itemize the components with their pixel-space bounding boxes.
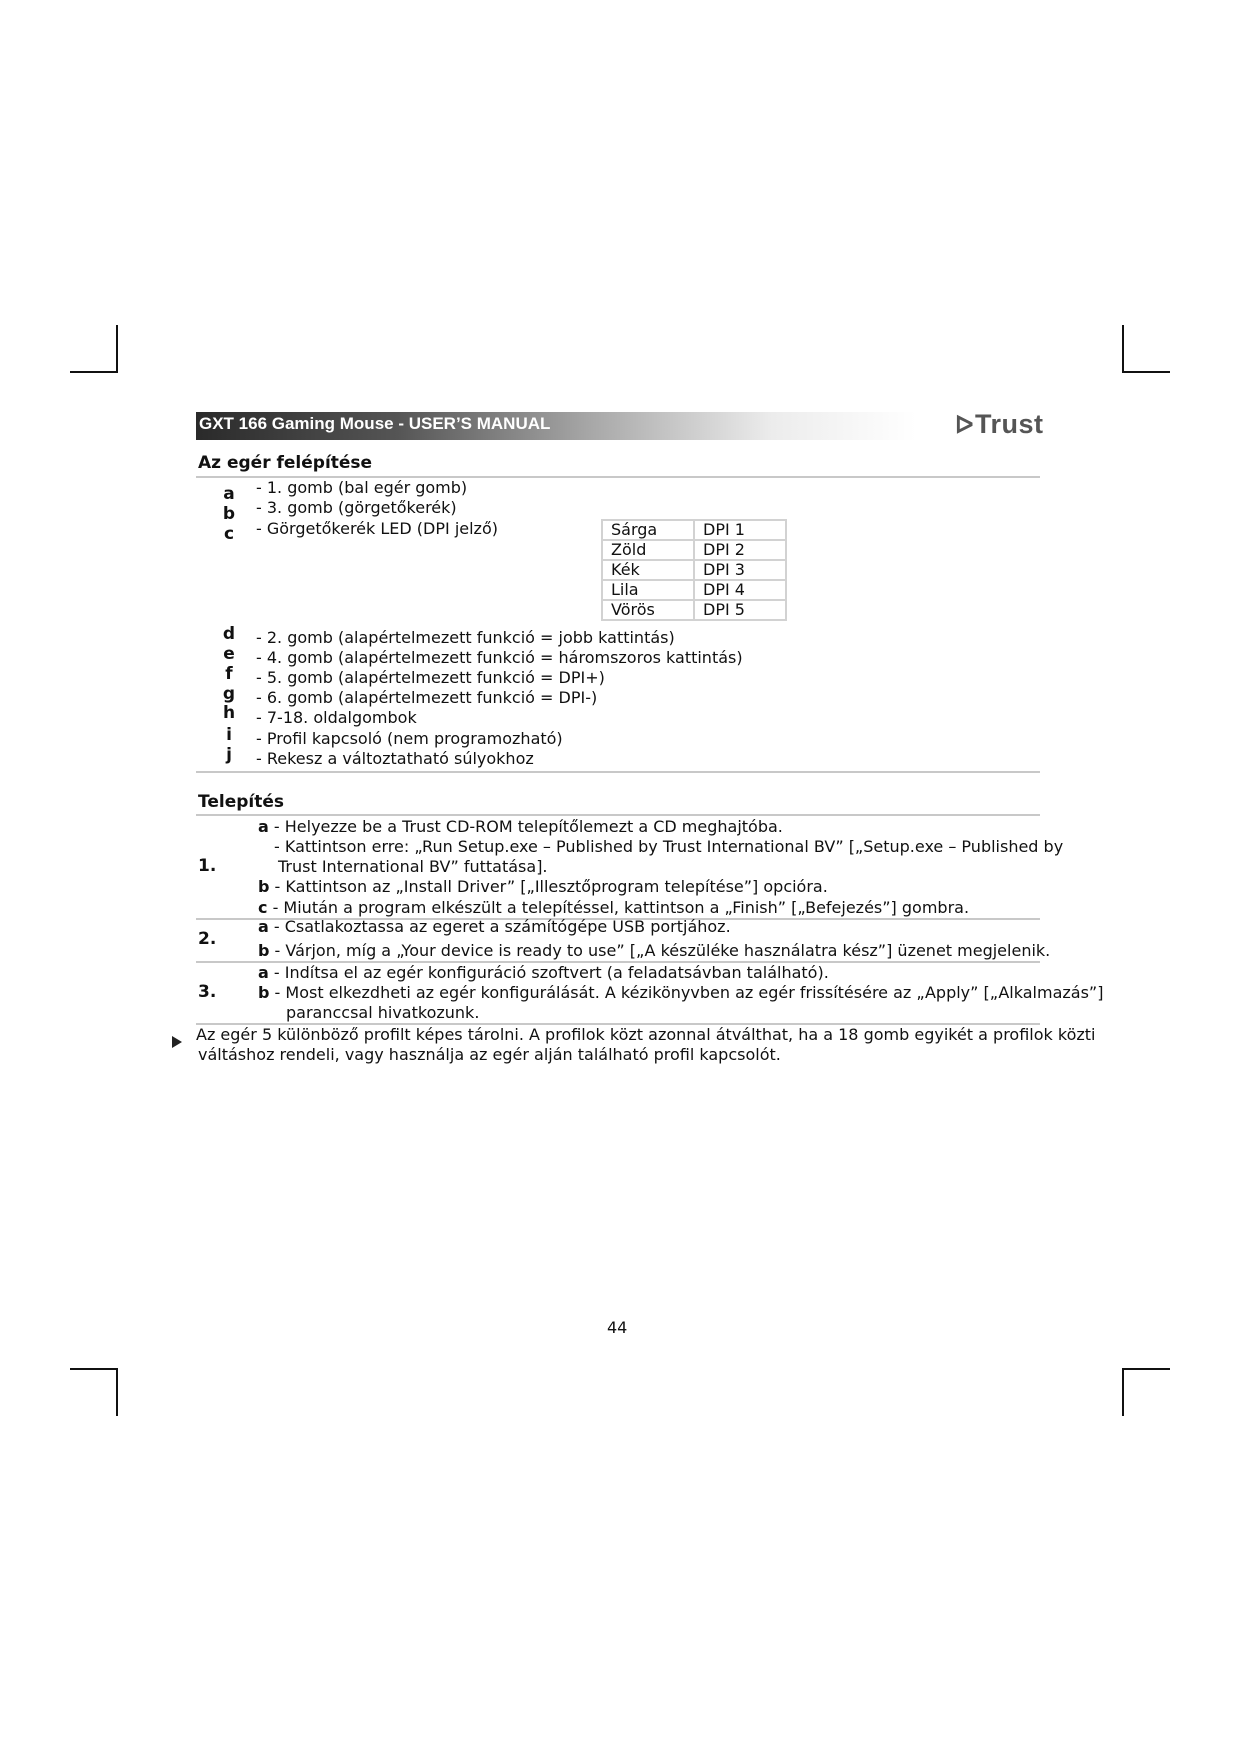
step2-b-line [258,941,1050,960]
section-title-install: Telepítés [198,792,284,812]
item-text: - 5. gomb (alapértelmezett funkció = DPI+) [256,668,605,687]
item-letter: b [222,504,236,524]
led-color-cell: Sárga [602,520,694,540]
step-letter: b [258,877,270,896]
step1-a-cont1: - Kattintson erre: „Run Setup.exe – Published by Trust International BV” [„Setup.exe – Published by [274,837,1064,856]
crop-mark-bottom-left-h [70,1368,118,1370]
section-title-structure: Az egér felépítése [198,453,373,473]
item-text: - 6. gomb (alapértelmezett funkció = DPI-) [256,688,598,707]
crop-mark-top-left-v [116,325,118,373]
item-text: - 1. gomb (bal egér gomb) [256,478,468,497]
trust-logo-text: Trust [974,409,1044,439]
note-line-1: Az egér 5 különböző profilt képes tárolni. A profilok közt azonnal átválthat, ha a 18 gomb egyikét a profilok közti [196,1025,1096,1044]
table-row [602,540,786,560]
dpi-cell: DPI 1 [694,520,786,540]
item-letter: c [223,524,235,544]
step1-c-line [258,898,969,917]
trust-logo-mark-icon: ᐅ [955,412,974,439]
step-number: 3. [198,982,217,1002]
section-rule [196,814,1040,816]
item-letter: i [226,725,232,745]
crop-mark-bottom-right-v [1122,1368,1124,1416]
step-letter: a [258,917,269,936]
item-letter: h [222,703,236,723]
step-text: - Kattintson az „Install Driver” [„Illesztőprogram telepítése”] opcióra. [269,877,828,896]
item-text: - Rekesz a változtatható súlyokhoz [256,749,534,768]
step-letter: c [258,898,268,917]
crop-mark-bottom-right-h [1122,1368,1170,1370]
dpi-cell: DPI 4 [694,580,786,600]
step3-b-cont: paranccsal hivatkozunk. [286,1003,480,1022]
step1-a-line [258,817,783,836]
trust-logo [955,409,1043,440]
led-dpi-table [601,519,787,621]
note-arrow-icon [172,1036,182,1048]
step-text: - Csatlakoztassa az egeret a számítógépe USB portjához. [268,917,731,936]
led-color-cell: Zöld [602,540,694,560]
step-text: - Indítsa el az egér konfiguráció szoftvert (a feladatsávban található). [268,963,829,982]
table-row [602,600,786,620]
item-text: - Görgetőkerék LED (DPI jelző) [256,519,498,538]
table-row [602,580,786,600]
item-letter: g [222,684,236,704]
crop-mark-top-right-v [1122,325,1124,373]
step-letter: a [258,963,269,982]
step-text: - Várjon, míg a „Your device is ready to use” [„A készüléke használatra kész”] üzenet megjelenik. [269,941,1051,960]
section-rule [196,771,1040,773]
item-text: - 7-18. oldalgombok [256,708,417,727]
dpi-cell: DPI 3 [694,560,786,580]
table-row [602,520,786,540]
step1-b-line [258,877,828,896]
item-letter: a [223,484,235,504]
led-color-cell: Vörös [602,600,694,620]
step-letter: a [258,817,269,836]
step-letter: b [258,941,270,960]
item-letter: f [225,664,233,684]
step-text: - Most elkezdheti az egér konfigurálását. A kézikönyvben az egér frissítésére az „Apply” [„Alkalmazás”] [269,983,1104,1002]
led-color-cell: Kék [602,560,694,580]
item-text: - 3. gomb (görgetőkerék) [256,498,457,517]
step-number: 2. [198,929,217,949]
step-number: 1. [198,856,217,876]
table-row [602,560,786,580]
crop-mark-bottom-left-v [116,1368,118,1416]
dpi-cell: DPI 5 [694,600,786,620]
step-letter: b [258,983,270,1002]
page-number: 44 [607,1318,628,1337]
step-text: - Helyezze be a Trust CD-ROM telepítőlemezt a CD meghajtóba. [268,817,783,836]
step2-a-line [258,917,731,936]
dpi-cell: DPI 2 [694,540,786,560]
note-line-2: váltáshoz rendeli, vagy használja az egér alján található profil kapcsolót. [198,1045,781,1064]
step3-a-line [258,963,829,982]
crop-mark-top-left-h [70,371,118,373]
crop-mark-top-right-h [1122,371,1170,373]
item-letter: d [222,624,236,644]
step3-b-line [258,983,1103,1002]
item-letter: e [223,644,235,664]
step1-a-cont2: Trust International BV” futtatása]. [278,857,548,876]
item-text: - 2. gomb (alapértelmezett funkció = jobb kattintás) [256,628,675,647]
item-letter: j [226,745,232,765]
step-text: - Miután a program elkészült a telepítéssel, kattintson a „Finish” [„Befejezés”] gombra. [267,898,970,917]
manual-title: GXT 166 Gaming Mouse - USER’S MANUAL [199,414,551,433]
led-color-cell: Lila [602,580,694,600]
item-text: - 4. gomb (alapértelmezett funkció = háromszoros kattintás) [256,648,743,667]
item-text: - Profil kapcsoló (nem programozható) [256,729,563,748]
